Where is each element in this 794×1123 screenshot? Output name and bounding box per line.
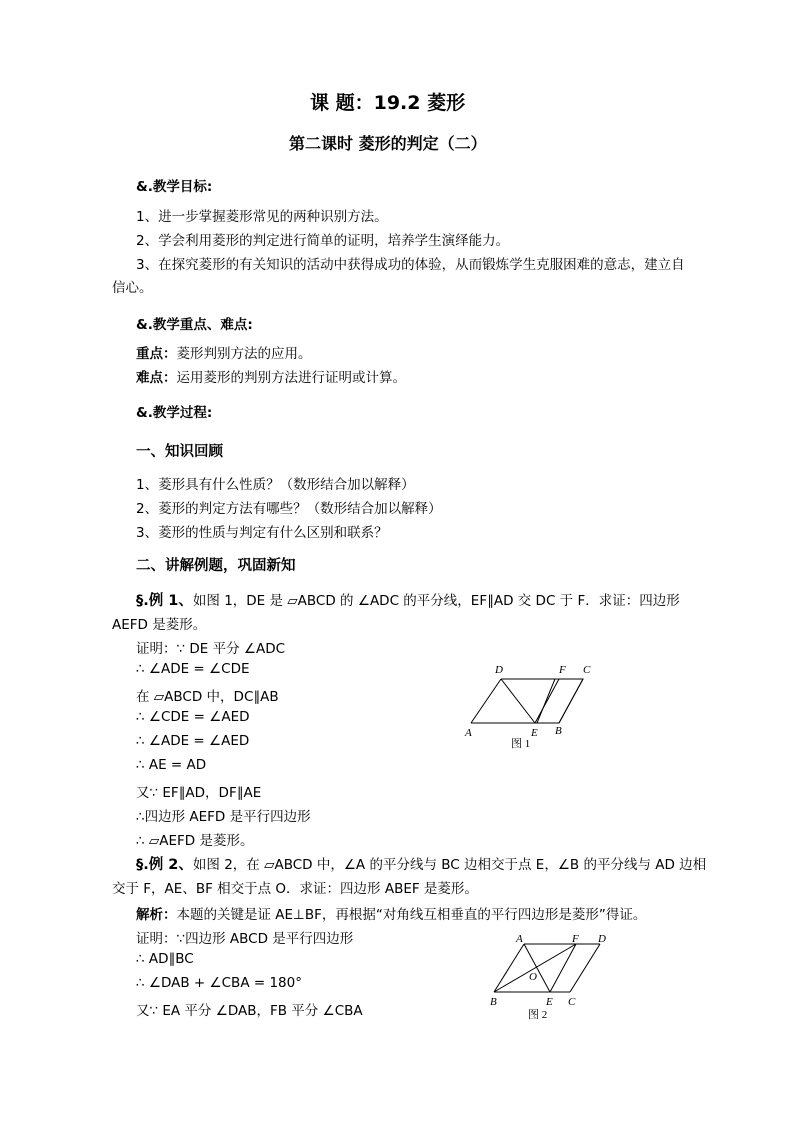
fig1-segment-EF [535,679,559,723]
keypoints-heading: &.教学重点、难点: [136,317,253,333]
proof-line: 又∵ EF∥AD，DF∥AE [136,785,262,801]
proof-line: 证明：∵四边形 ABCD 是平行四边形 [136,931,354,947]
analysis-text: 本题的关键是证 AE⊥BF，再根据“对角线互相垂直的平行四边形是菱形”得证。 [176,907,647,923]
fig2-label-E: E [546,996,553,1008]
focus-text: 菱形判别方法的应用。 [176,346,312,362]
focus-label: 重点： [136,346,177,362]
fig2-label-D: D [598,933,606,945]
example1-statement [136,589,680,610]
objective-item: 1、进一步掌握菱形常见的两种识别方法。 [136,209,388,225]
proof-line: ∴ AD∥BC [136,951,194,967]
fig2-caption: 图 2 [528,1009,548,1021]
example2-statement [136,853,706,874]
example1-statement-line1: 如图 1，DE 是 ▱ABCD 的 ∠ADC 的平分线，EF∥AD 交 DC 于 F．求证：四边形 [192,593,680,609]
figure-1 [455,655,605,755]
fig1-outline [471,679,583,723]
review-item: 1、菱形具有什么性质？（数形结合加以解释） [136,477,415,493]
fig2-label-F: F [572,933,579,945]
proof-line: 在 ▱ABCD 中，DC∥AB [136,689,279,705]
fig2-label-C: C [568,996,576,1008]
proof-line: ∴ ∠CDE = ∠AED [136,709,250,725]
page-title: 课 题：19.2 菱形 [310,92,466,114]
fig2-segment-AE [524,944,550,992]
objective-item: 信心。 [112,280,153,296]
process-heading: &.教学过程: [136,405,213,421]
example2-statement-line1: 如图 2，在 ▱ABCD 中，∠A 的平分线与 BC 边相交于点 E，∠B 的平分线与 AD 边相 [192,857,707,873]
fig1-segment-DE [501,679,535,723]
fig1-edge-BC [559,679,583,723]
examples-heading: 二、讲解例题，巩固新知 [136,558,296,574]
proof-line: 证明：∵ DE 平分 ∠ADC [136,641,286,657]
proof-line: ∴ ∠ADE = ∠CDE [136,661,250,677]
example1-statement-line2: AEFD 是菱形。 [112,617,207,633]
fig1-label-F: F [559,664,566,676]
proof-line: ∴四边形 AEFD 是平行四边形 [136,809,311,825]
analysis-line [136,903,646,923]
example2-label: §.例 2、 [136,857,193,873]
review-item: 3、菱形的性质与判定有什么区别和联系？ [136,525,388,541]
focus-line [136,342,312,362]
proof-line: 又∵ EA 平分 ∠DAB，FB 平分 ∠CBA [136,1003,363,1019]
fig2-edge-AB [494,944,524,992]
difficulty-label: 难点： [136,370,177,386]
review-item: 2、菱形的判定方法有哪些？（数形结合加以解释） [136,501,442,517]
fig1-edge-AD [471,679,501,723]
fig1-label-B: B [555,725,562,737]
analysis-label: 解析： [136,907,177,923]
fig2-label-B: B [490,996,497,1008]
objective-item: 2、学会利用菱形的判定进行简单的证明，培养学生演绎能力。 [136,233,510,249]
difficulty-text: 运用菱形的判别方法进行证明或计算。 [176,370,406,386]
proof-line: ∴ AE = AD [136,757,207,773]
fig2-label-O: O [529,971,537,983]
fig2-edge-DC [570,944,600,992]
figure-2 [480,928,620,1023]
proof-line: ∴ ▱AEFD 是菱形。 [136,833,254,849]
proof-line: ∴ ∠DAB + ∠CBA = 180° [136,975,302,991]
objective-item: 3、在探究菱形的有关知识的活动中获得成功的体验，从而锻炼学生克服困难的意志，建立自 [136,257,685,273]
fig1-label-D: D [495,664,503,676]
proof-line: ∴ ∠ADE = ∠AED [136,733,250,749]
fig2-label-A: A [516,933,523,945]
review-heading: 一、知识回顾 [136,444,223,460]
fig1-label-A: A [465,727,472,739]
difficulty-line [136,366,406,386]
fig2-segment-BF [494,944,576,992]
objectives-heading: &.教学目标: [136,179,213,195]
page-subtitle: 第二课时 菱形的判定（二） [289,134,487,153]
fig1-label-E: E [531,727,538,739]
example2-statement-line2: 交于 F，AE、BF 相交于点 O．求证：四边形 ABEF 是菱形。 [112,881,478,897]
fig1-label-C: C [583,664,591,676]
example1-label: §.例 1、 [136,593,193,609]
fig1-caption: 图 1 [511,738,531,750]
